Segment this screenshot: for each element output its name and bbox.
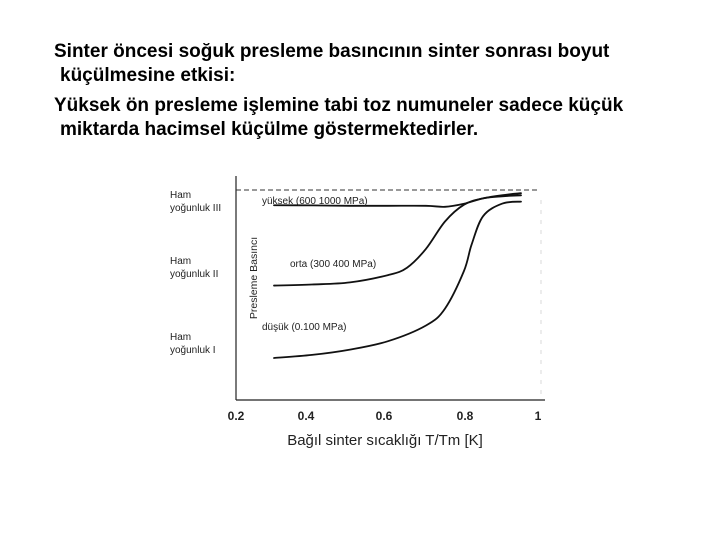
density-label-level: yoğunluk I <box>170 345 216 356</box>
x-tick-label: 0.4 <box>297 409 315 423</box>
intro-line-4: miktarda hacimsel küçülme göstermektedirler. <box>60 119 479 140</box>
y-axis-label: Presleme Basıncı <box>248 236 260 320</box>
series-medium-pressure-label: orta (300 400 MPa) <box>290 259 377 270</box>
density-label-level: yoğunluk III <box>170 203 222 214</box>
density-label-level: yoğunluk II <box>170 269 219 280</box>
series-low-pressure-curve <box>274 202 521 358</box>
series-medium-pressure-curve <box>274 195 521 285</box>
series-high-pressure-label: yüksek (600 1000 MPa) <box>262 196 368 207</box>
series-low-pressure-label: düşük (0.100 MPa) <box>262 322 347 333</box>
density-label-ham: Ham <box>170 332 192 343</box>
x-tick-label: 0.8 <box>456 409 474 423</box>
chart-axes <box>236 176 545 400</box>
x-tick-label: 0.2 <box>227 409 245 423</box>
chart-labels <box>170 190 542 449</box>
x-tick-label: 1 <box>534 409 542 423</box>
intro-line-1: Sinter öncesi soğuk presleme basıncının sinter sonrası boyut <box>54 41 610 62</box>
density-label-ham: Ham <box>170 190 192 201</box>
x-tick-label: 0.6 <box>375 409 393 423</box>
x-axis-label: Bağıl sinter sıcaklığı T/Tm [K] <box>287 432 483 449</box>
intro-line-3: Yüksek ön presleme işlemine tabi toz numuneler sadece küçük <box>54 95 624 116</box>
chart-series <box>274 193 521 358</box>
intro-line-2: küçülmesine etkisi: <box>60 65 236 86</box>
density-label-ham: Ham <box>170 256 192 267</box>
